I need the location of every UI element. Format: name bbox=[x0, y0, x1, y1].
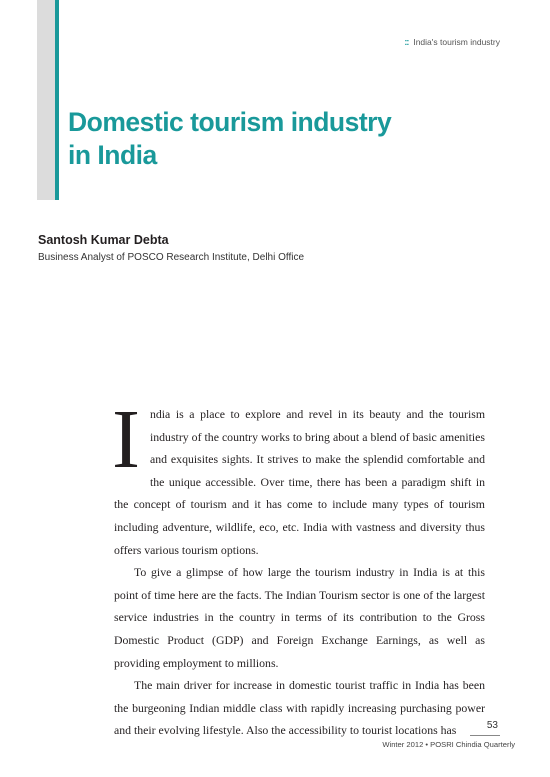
footer-divider bbox=[470, 735, 500, 736]
paragraph-3: The main driver for increase in domestic tourist traffic in India has been the burgeoning Indian middle class with rapidly increasing purchasing power and their evolving lifestyle. Also the accessibility to tourist locations has bbox=[114, 678, 485, 738]
title-line-2: in India bbox=[68, 140, 157, 170]
side-accent-bar bbox=[55, 0, 59, 200]
paragraph-1-text: ndia is a place to explore and revel in its beauty and the tourism industry of the country works to bring about a blend of basic amenities and exquisites sights. It strives to make the splendid comfortable and the unique accessible. Over time, there has been a paradigm shift in the concept of tourism and it has come to include many types of tourism including adventure, wildlife, eco, etc. India with vastness and diversity thus offers various tourism options. bbox=[114, 407, 485, 557]
running-title: India's tourism industry bbox=[413, 37, 500, 47]
paragraph-1 bbox=[112, 393, 485, 561]
article-body bbox=[112, 393, 485, 742]
header-marker: :: bbox=[404, 37, 409, 47]
author-affiliation: Business Analyst of POSCO Research Institute, Delhi Office bbox=[38, 252, 305, 263]
drop-cap: I bbox=[112, 393, 140, 486]
title-line-1: Domestic tourism industry bbox=[68, 107, 392, 137]
side-decorative-band bbox=[37, 0, 55, 200]
author-name: Santosh Kumar Debta bbox=[38, 233, 169, 247]
page-number: 53 bbox=[486, 720, 498, 731]
running-header bbox=[404, 37, 500, 47]
publication-footer: Winter 2012 • POSRI Chindia Quarterly bbox=[382, 740, 515, 749]
paragraph-2: To give a glimpse of how large the tourism industry in India is at this point of time here are the facts. The Indian Tourism sector is one of the largest service industries in the country in terms of its contribution to the Gross Domestic Product (GDP) and Foreign Exchange Earnings, as well as providing employment to millions. bbox=[114, 565, 485, 670]
article-title bbox=[68, 106, 488, 172]
